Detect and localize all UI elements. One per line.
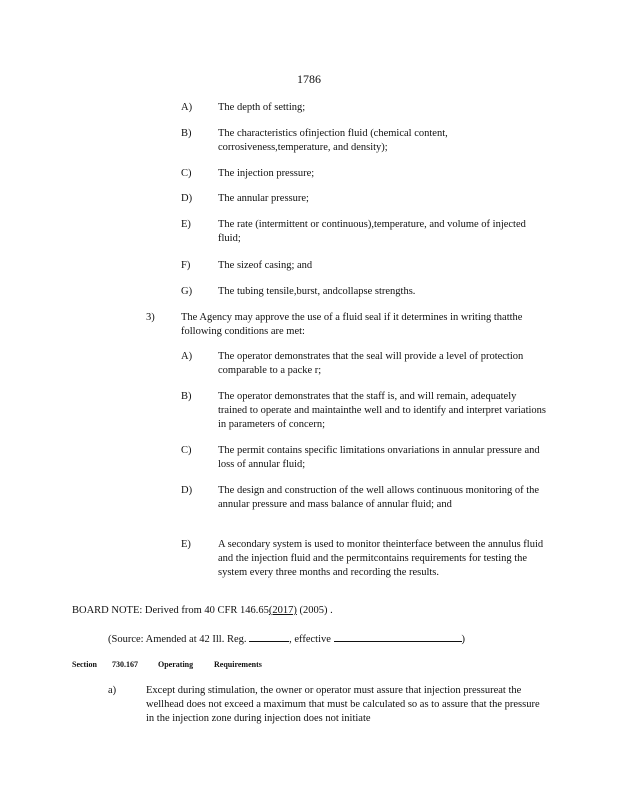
list-item-label: 3)	[146, 312, 155, 323]
section-number: 730.167	[112, 660, 138, 669]
subsection-label: a)	[108, 685, 117, 696]
list-item-label: F)	[181, 260, 191, 271]
effective-label: effective	[294, 634, 331, 645]
list-item-label: E)	[181, 219, 191, 230]
list-item-text: A secondary system is used to monitor theinterface between the annulus fluid and the injection fluid and the permitcontains requirements for testing the system every three months and recording the results.	[218, 539, 544, 578]
page-number: 1786	[297, 72, 321, 86]
section-label: Section	[72, 660, 97, 669]
subsection-text: Except during stimulation, the owner or operator must assure that injection pressureat the wellhead does not exceed a maximum that must be calculated so as to assure that the pressure in the injection zone during injection does not initiate	[146, 685, 540, 724]
inserted-text: (2017)	[268, 605, 297, 616]
list-item-label: D)	[181, 485, 193, 496]
list-item-text: The annular pressure;	[218, 193, 309, 204]
list-item-label: A)	[181, 351, 193, 362]
board-note	[72, 604, 552, 618]
list-item-label: B)	[181, 128, 192, 139]
list-item-text: The design and construction of the well allows continuous monitoring of the annular pressure and mass balance of annular fluid; and	[218, 485, 540, 510]
list-item-text: The tubing tensile,burst, andcollapse strengths.	[218, 286, 416, 297]
list-item-text: The sizeof casing; and	[218, 260, 313, 271]
source-comma: ,	[289, 634, 292, 645]
list-item-label: G)	[181, 286, 193, 297]
list-item-text: The depth of setting;	[218, 102, 306, 113]
section-title-word: Operating	[158, 660, 194, 669]
list-item-label: D)	[181, 193, 193, 204]
source-note	[108, 630, 508, 647]
deleted-text: (2005)	[299, 605, 328, 616]
list-item-text: The characteristics ofinjection fluid (chemical content, corrosiveness,temperature, and density);	[218, 128, 448, 153]
list-item-label: C)	[181, 445, 192, 456]
list-item-label: C)	[181, 168, 192, 179]
list-item-label: E)	[181, 539, 191, 550]
register-page-blank	[249, 630, 289, 642]
source-close: )	[461, 634, 466, 645]
effective-date-blank	[334, 630, 462, 642]
list-item-label: A)	[181, 102, 193, 113]
list-item-text: The injection pressure;	[218, 168, 315, 179]
list-item-text: The rate (intermittent or continuous),temperature, and volume of injected fluid;	[218, 219, 526, 244]
list-item-text: The Agency may approve the use of a fluid seal if it determines in writing thatthe following conditions are met:	[181, 312, 523, 337]
list-item-text: The permit contains specific limitations onvariations in annular pressure and loss of annular fluid;	[218, 445, 540, 470]
list-item-text: The operator demonstrates that the seal will provide a level of protection comparable to a packe r;	[218, 351, 524, 376]
board-note-text: BOARD NOTE: Derived from 40 CFR 146.65	[72, 605, 269, 616]
section-title-word: Requirements	[214, 660, 262, 669]
source-note-text: (Source: Amended at 42 Ill. Reg.	[108, 634, 247, 645]
board-note-end: .	[330, 605, 333, 616]
list-item-text: The operator demonstrates that the staff is, and will remain, adequately trained to operate and maintainthe well and to identify and interpret variations in parameters of concern;	[218, 391, 547, 430]
list-item-label: B)	[181, 391, 192, 402]
